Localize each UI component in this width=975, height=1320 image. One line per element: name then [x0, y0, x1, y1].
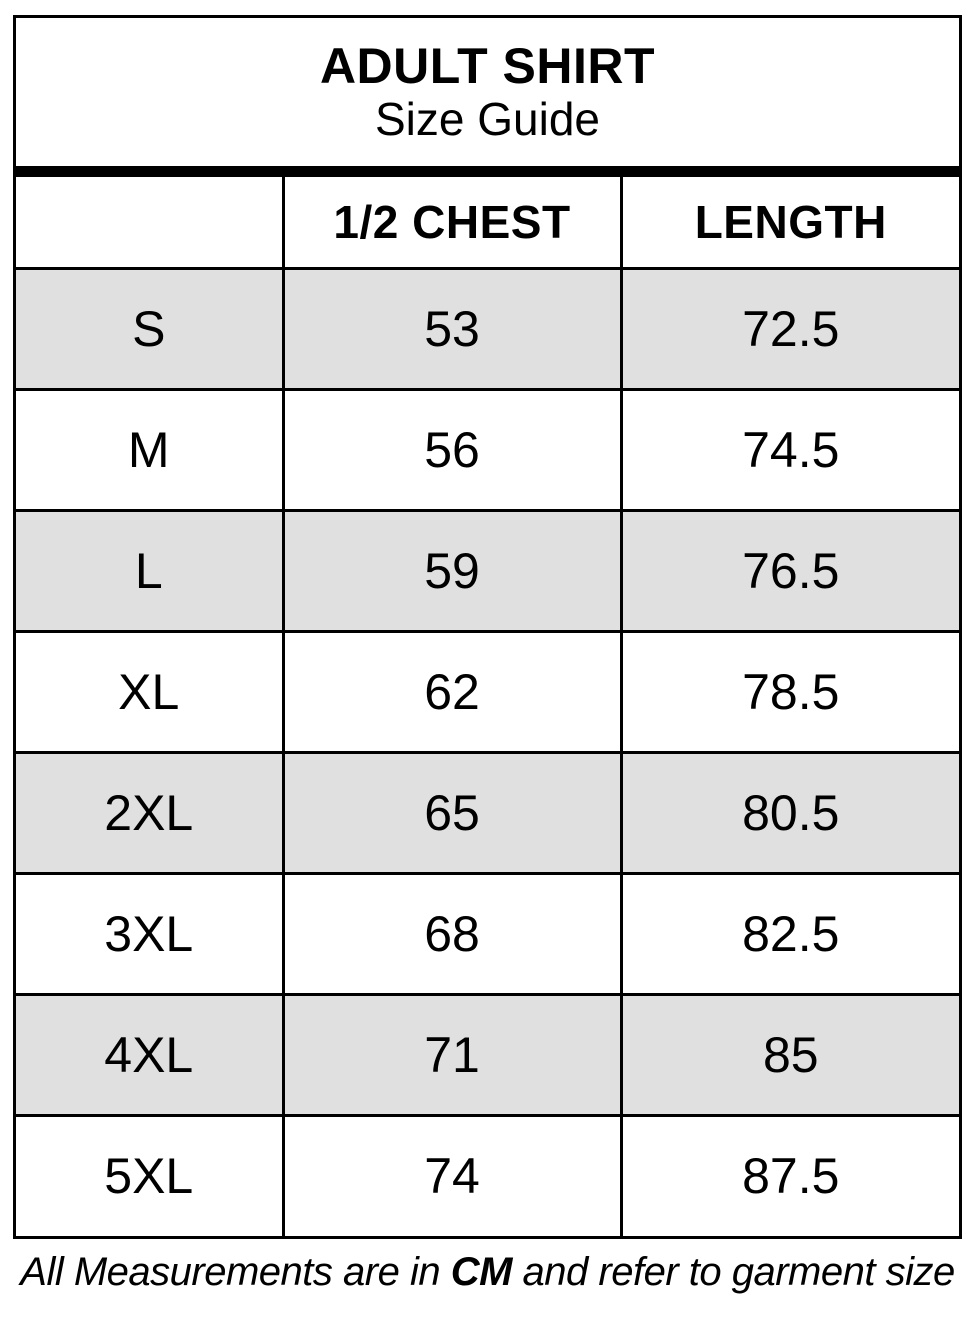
length-value: 85: [621, 994, 959, 1115]
size-guide-table: [13, 15, 962, 1239]
half-chest-value: 56: [283, 389, 621, 510]
length-value: 72.5: [621, 268, 959, 389]
size-label: L: [16, 510, 283, 631]
title-block: [16, 18, 959, 166]
half-chest-value: 74: [283, 1115, 621, 1236]
page-subtitle: Size Guide: [374, 93, 600, 146]
size-label: 2XL: [16, 752, 283, 873]
table-row: [16, 631, 959, 752]
half-chest-value: 53: [283, 268, 621, 389]
footnote-suffix: and refer to garment size: [511, 1250, 955, 1294]
column-header-length: LENGTH: [621, 177, 959, 268]
table-row: [16, 873, 959, 994]
half-chest-value: 62: [283, 631, 621, 752]
page-title: ADULT SHIRT: [319, 38, 656, 95]
length-value: 82.5: [621, 873, 959, 994]
size-label: M: [16, 389, 283, 510]
size-label: XL: [16, 631, 283, 752]
footnote-unit: CM: [450, 1250, 512, 1294]
measurements-table: [16, 177, 959, 1236]
length-value: 80.5: [621, 752, 959, 873]
size-label: 4XL: [16, 994, 283, 1115]
half-chest-value: 59: [283, 510, 621, 631]
length-value: 87.5: [621, 1115, 959, 1236]
header-row: [16, 177, 959, 268]
table-row: [16, 389, 959, 510]
half-chest-value: 71: [283, 994, 621, 1115]
measurement-footnote: [0, 1250, 975, 1295]
half-chest-value: 65: [283, 752, 621, 873]
table-row: [16, 1115, 959, 1236]
column-header-size: [16, 177, 283, 268]
size-label: S: [16, 268, 283, 389]
half-chest-value: 68: [283, 873, 621, 994]
size-label: 5XL: [16, 1115, 283, 1236]
title-divider: [16, 166, 959, 177]
table-row: [16, 994, 959, 1115]
table-row: [16, 268, 959, 389]
length-value: 76.5: [621, 510, 959, 631]
length-value: 74.5: [621, 389, 959, 510]
length-value: 78.5: [621, 631, 959, 752]
table-row: [16, 752, 959, 873]
table-row: [16, 510, 959, 631]
size-label: 3XL: [16, 873, 283, 994]
column-header-half-chest: 1/2 CHEST: [283, 177, 621, 268]
footnote-prefix: All Measurements are in: [20, 1250, 451, 1294]
